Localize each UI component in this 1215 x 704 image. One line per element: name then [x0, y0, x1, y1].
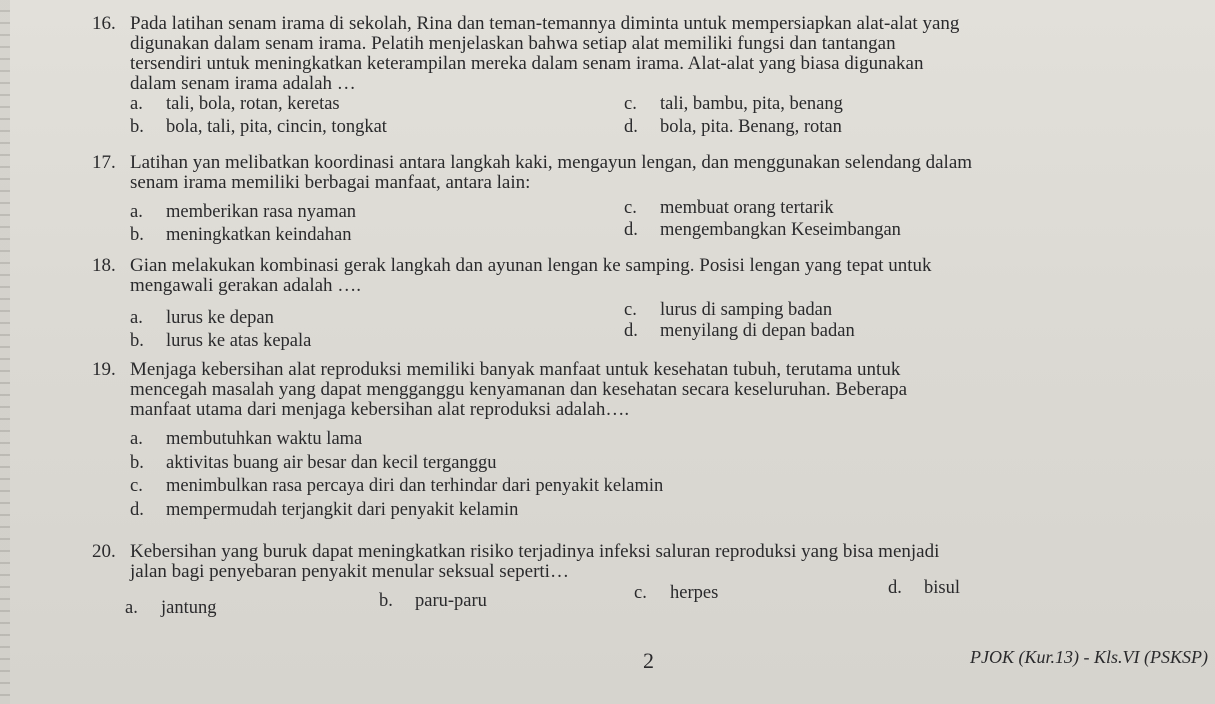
question-line: dalam senam irama adalah … — [130, 73, 356, 94]
question-20 — [92, 542, 1170, 582]
option-17c[interactable]: c. membuat orang tertarik — [624, 198, 834, 218]
question-number: 17. — [92, 152, 116, 173]
question-line: mengawali gerakan adalah …. — [130, 275, 362, 296]
question-line: 19. Menjaga kebersihan alat reproduksi memiliki banyak manfaat untuk kesehatan tubuh, terutama untuk — [92, 359, 901, 380]
option-18a[interactable]: a. lurus ke depan — [130, 308, 274, 328]
question-line: 17. Latihan yan melibatkan koordinasi antara langkah kaki, mengayun lengan, dan menggunakan selendang dalam — [92, 152, 973, 173]
option-19c[interactable]: c. menimbulkan rasa percaya diri dan terhindar dari penyakit kelamin — [130, 476, 664, 496]
option-18c[interactable]: c. lurus di samping badan — [624, 300, 833, 320]
question-16 — [92, 14, 1170, 94]
option-16d[interactable]: d. bola, pita. Benang, rotan — [624, 117, 842, 137]
question-number: 18. — [92, 255, 116, 276]
option-18d[interactable]: d. menyilang di depan badan — [624, 321, 855, 341]
page-binding-edge — [0, 0, 10, 704]
question-line: jalan bagi penyebaran penyakit menular seksual seperti… — [130, 561, 569, 582]
option-16a[interactable]: a. tali, bola, rotan, keretas — [130, 94, 340, 114]
option-19a[interactable]: a. membutuhkan waktu lama — [130, 429, 363, 449]
question-line: 16. Pada latihan senam irama di sekolah, Rina dan teman-temannya diminta untuk mempersiapkan alat-alat yang — [92, 13, 960, 34]
option-20b[interactable]: b. paru-paru — [379, 591, 487, 611]
option-18b[interactable]: b. lurus ke atas kepala — [130, 331, 312, 351]
option-20c[interactable]: c. herpes — [634, 583, 719, 603]
question-line: 18. Gian melakukan kombinasi gerak langkah dan ayunan lengan ke samping. Posisi lengan yang tepat untuk — [92, 255, 932, 276]
option-19b[interactable]: b. aktivitas buang air besar dan kecil terganggu — [130, 453, 497, 473]
page-number: 2 — [643, 648, 654, 673]
option-20a[interactable]: a. jantung — [125, 598, 217, 618]
question-line: mencegah masalah yang dapat mengganggu kenyamanan dan kesehatan secara keseluruhan. Beberapa — [130, 379, 908, 400]
question-line: tersendiri untuk meningkatkan keterampilan mereka dalam senam irama. Alat-alat yang biasa digunakan — [130, 53, 924, 74]
question-number: 20. — [92, 541, 116, 562]
question-number: 19. — [92, 359, 116, 380]
course-code: PJOK (Kur.13) - Kls.VI (PSKSP) — [970, 647, 1208, 667]
option-17d[interactable]: d. mengembangkan Keseimbangan — [624, 220, 901, 240]
option-16b[interactable]: b. bola, tali, pita, cincin, tongkat — [130, 117, 387, 137]
question-number: 16. — [92, 13, 116, 34]
question-line: manfaat utama dari menjaga kebersihan alat reproduksi adalah…. — [130, 399, 630, 420]
option-20d[interactable]: d. bisul — [888, 578, 960, 598]
question-17 — [92, 153, 1170, 193]
question-18 — [92, 256, 1170, 296]
option-16c[interactable]: c. tali, bambu, pita, benang — [624, 94, 843, 114]
option-17b[interactable]: b. meningkatkan keindahan — [130, 225, 352, 245]
option-17a[interactable]: a. memberikan rasa nyaman — [130, 202, 357, 222]
question-line: 20. Kebersihan yang buruk dapat meningkatkan risiko terjadinya infeksi saluran reproduksi yang bisa menjadi — [92, 541, 940, 562]
option-19d[interactable]: d. mempermudah terjangkit dari penyakit kelamin — [130, 500, 519, 520]
question-19 — [92, 360, 1170, 420]
question-line: digunakan dalam senam irama. Pelatih menjelaskan bahwa setiap alat memiliki fungsi dan tantangan — [130, 33, 896, 54]
question-line: senam irama memiliki berbagai manfaat, antara lain: — [130, 172, 531, 193]
